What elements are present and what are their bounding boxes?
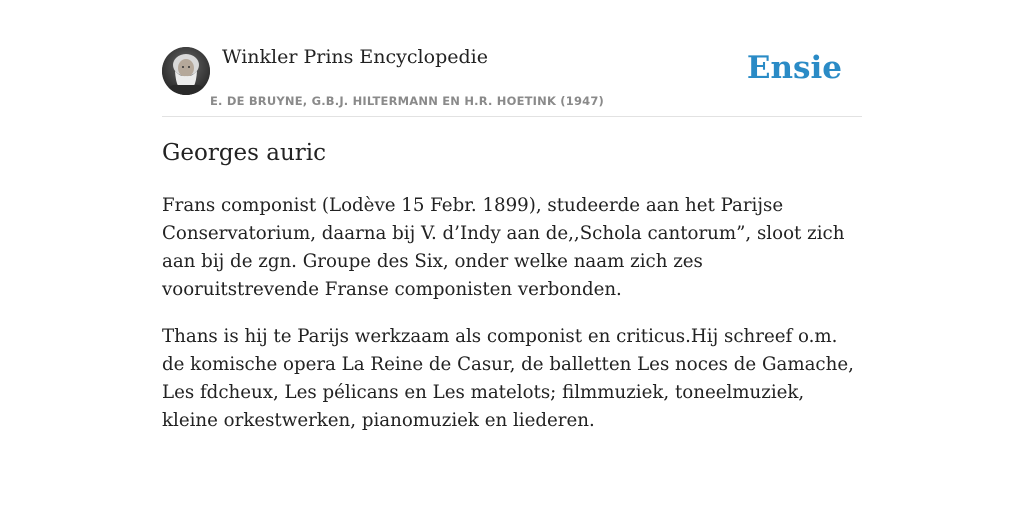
publication-authors: E. DE BRUYNE, G.B.J. HILTERMANN EN H.R. HOETINK (1947) [210, 94, 605, 108]
article-paragraph: Frans componist (Lodève 15 Febr. 1899), studeerde aan het Parijse Conservatorium, daarna bij V. d’Indy aan de,,Schola cantorum”, sloot zich aan bij de zgn. Groupe des Six, onder welke naam zich zes vooruitstrevende Franse componisten verbonden. [162, 195, 845, 300]
header [162, 0, 862, 117]
article-paragraph: Thans is hij te Parijs werkzaam als componist en criticus.Hij schreef o.m. de komische opera La Reine de Casur, de balletten Les noces de Gamache, Les fdcheux, Les pélicans en Les matelots; filmmuziek, toneelmuziek, kleine orkestwerken, pianomuziek en liederen. [162, 326, 854, 431]
article-title: Georges auric [162, 140, 327, 166]
article-body [162, 192, 862, 454]
author-portrait-icon [162, 47, 210, 95]
avatar[interactable] [162, 47, 210, 95]
page [162, 0, 862, 431]
brand-logo-link[interactable]: Ensie [746, 50, 842, 86]
publication-title[interactable]: Winkler Prins Encyclopedie [222, 46, 488, 68]
